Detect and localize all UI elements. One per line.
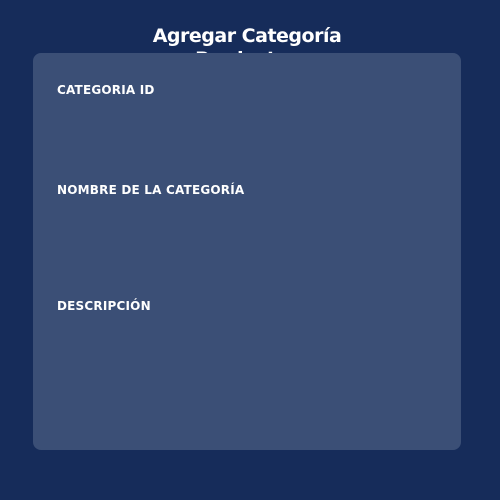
category-id-input[interactable] [57, 105, 437, 165]
category-name-label: NOMBRE DE LA CATEGORÍA [57, 183, 245, 197]
category-name-input[interactable] [57, 205, 437, 285]
description-textarea[interactable] [57, 321, 437, 431]
description-label: DESCRIPCIÓN [57, 299, 151, 313]
add-category-form [33, 53, 461, 450]
category-id-label: CATEGORIA ID [57, 83, 155, 97]
page-title-line-1: Agregar Categoría [152, 24, 342, 47]
